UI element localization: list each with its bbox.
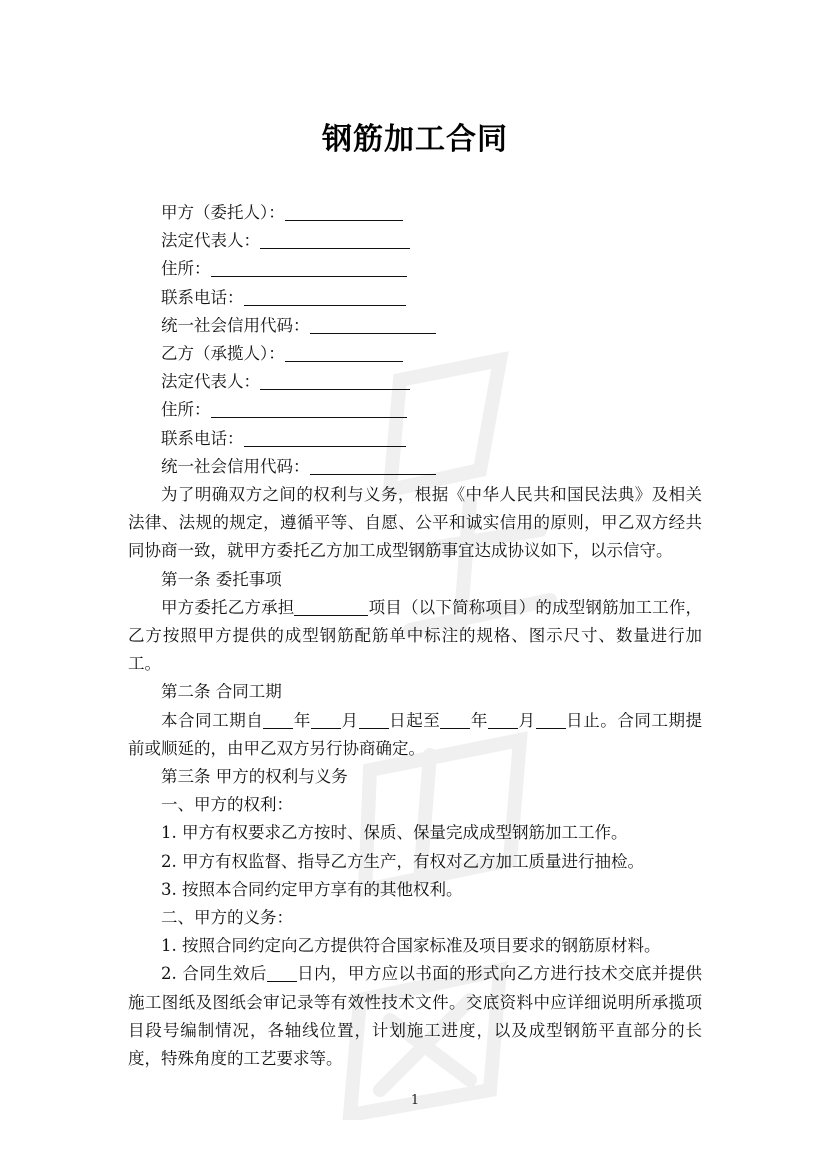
article-1-paragraph: 甲方委托乙方承担 项目（以下简称项目）的成型钢筋加工工作，乙方按照甲方提供的成型钢筋配筋单中标注的规格、图示尺寸、数量进行加工。 — [128, 597, 703, 674]
party-b-credit-blank — [310, 456, 436, 475]
end-day-blank — [536, 710, 566, 729]
contract-body — [128, 199, 702, 1073]
project-name-blank — [294, 597, 368, 616]
party-b-phone-blank — [244, 428, 406, 447]
contract-title: 钢筋加工合同 — [322, 122, 508, 157]
party-b-line: 乙方（承揽人）： — [128, 340, 702, 368]
party-a-rep-blank — [260, 230, 410, 249]
article-2-heading: 第二条 合同工期 — [161, 682, 282, 702]
article-1-heading: 第一条 委托事项 — [161, 569, 282, 589]
party-a-rep-line: 法定代表人： — [128, 227, 702, 255]
start-month-blank — [311, 710, 341, 729]
party-a-phone-blank — [244, 287, 406, 306]
party-a-duty-1: 1. 按照合同约定向乙方提供符合国家标准及项目要求的钢筋原材料。 — [161, 936, 661, 956]
party-a-duty-2: 2. 合同生效后 日内，甲方应以书面的形式向乙方进行技术交底并提供施工图纸及图纸会审记录等有效性技术文件。交底资料中应详细说明所承揽项目段号编制情况，各轴线位置，计划施工进度，以及成型钢筋平直部分的长度，特殊角度的工艺要求等。 — [128, 964, 702, 1069]
start-year-blank — [263, 710, 293, 729]
party-a-address-blank — [211, 258, 407, 277]
days-blank — [267, 963, 297, 982]
party-a-address-line: 住所： — [128, 255, 702, 283]
party-b-address-line: 住所： — [128, 396, 702, 424]
party-a-duties-heading: 二、甲方的义务： — [161, 908, 293, 928]
party-a-right-1: 1. 甲方有权要求乙方按时、保质、保量完成成型钢筋加工工作。 — [161, 823, 628, 843]
party-a-credit-line: 统一社会信用代码： — [128, 312, 702, 340]
party-b-rep-blank — [260, 371, 410, 390]
party-b-rep-line: 法定代表人： — [128, 368, 702, 396]
start-day-blank — [359, 710, 389, 729]
end-year-blank — [440, 710, 470, 729]
party-b-phone-line: 联系电话： — [128, 425, 702, 453]
preamble-paragraph: 为了明确双方之间的权利与义务，根据《中华人民共和国民法典》及相关法律、法规的规定，遵循平等、自愿、公平和诚实信用的原则，甲乙双方经共同协商一致，就甲方委托乙方加工成型钢筋事宜达成协议如下，以示信守。 — [128, 485, 702, 561]
party-a-phone-line: 联系电话： — [128, 284, 702, 312]
party-a-right-2: 2. 甲方有权监督、指导乙方生产，有权对乙方加工质量进行抽检。 — [161, 851, 644, 871]
party-b-blank — [285, 343, 403, 362]
party-a-rights-heading: 一、甲方的权利： — [161, 795, 293, 815]
end-month-blank — [488, 710, 518, 729]
party-a-credit-blank — [310, 315, 436, 334]
page-number: 1 — [410, 1093, 420, 1108]
party-a-right-3: 3. 按照本合同约定甲方享有的其他权利。 — [161, 879, 463, 899]
party-b-address-blank — [211, 399, 407, 418]
party-a-line: 甲方（委托人）： — [128, 199, 702, 227]
article-3-heading: 第三条 甲方的权利与义务 — [161, 767, 348, 787]
article-2-paragraph: 本合同工期自 年 月 日起至 年 月 日止。合同工期提前或顺延的，由甲乙双方另行协商确定。 — [128, 710, 703, 758]
party-b-credit-line: 统一社会信用代码： — [128, 453, 702, 481]
party-a-blank — [285, 202, 403, 221]
